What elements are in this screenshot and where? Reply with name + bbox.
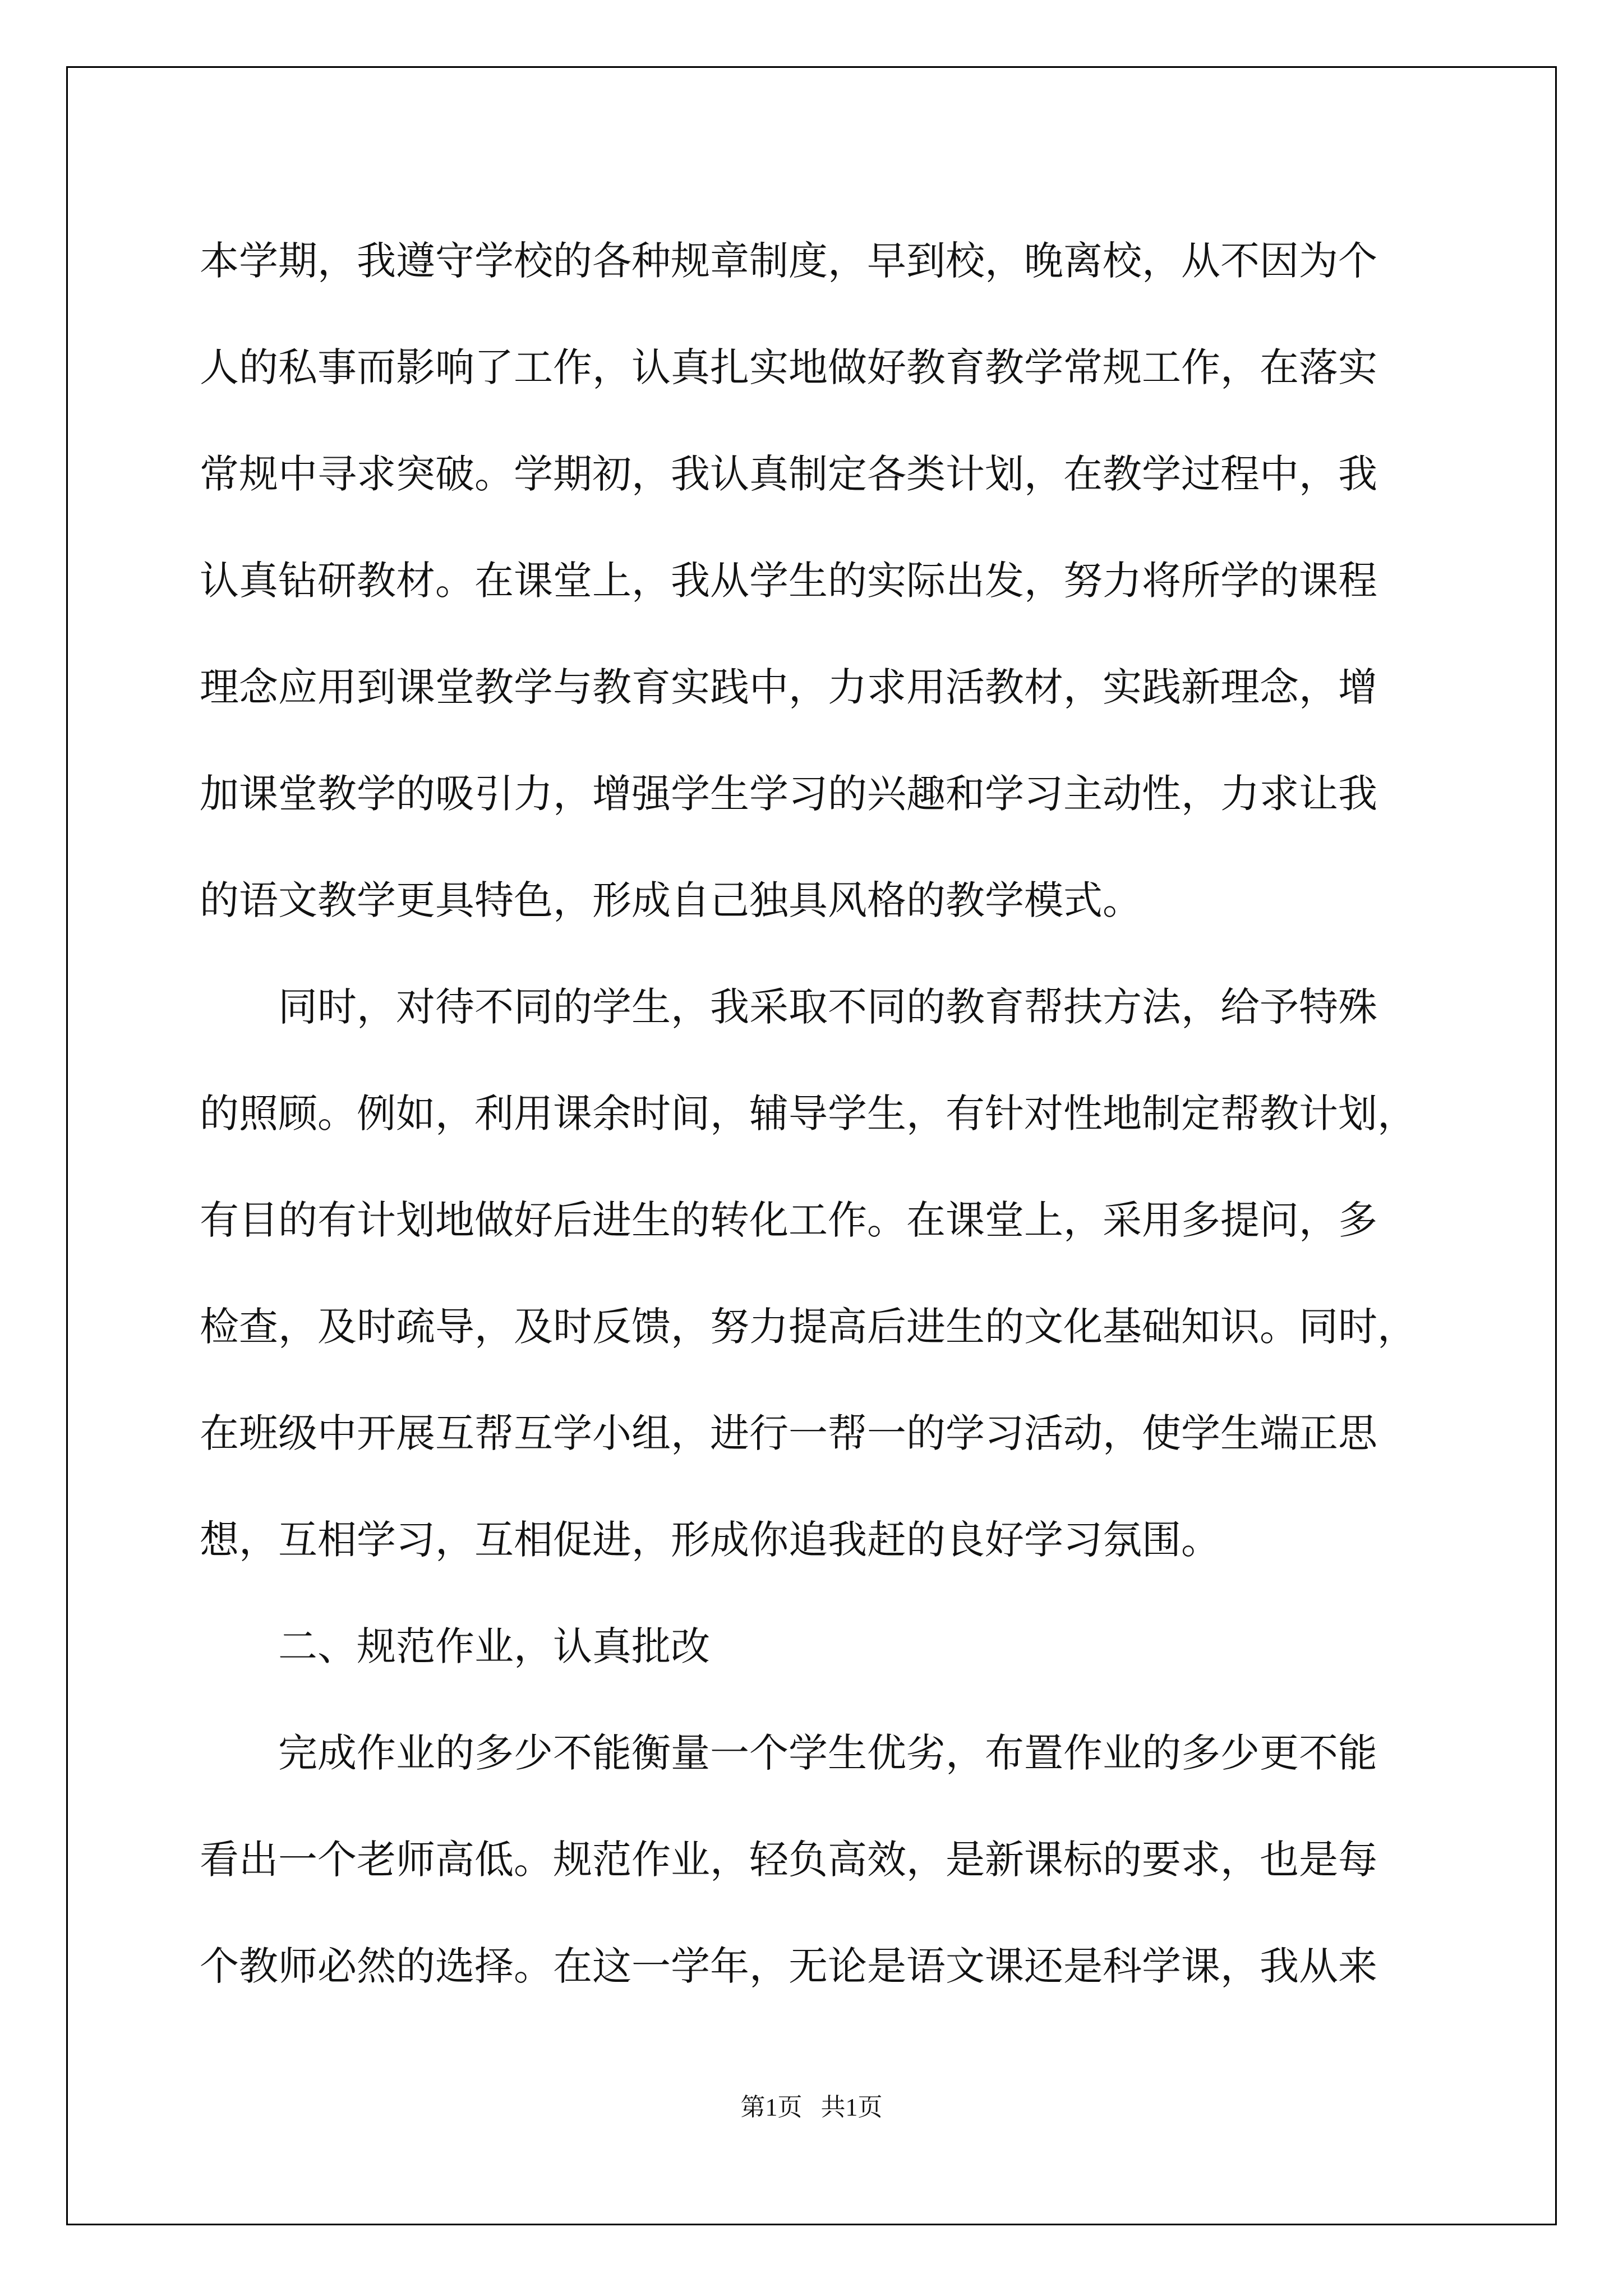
text-line: 想，互相学习，互相促进，形成你追我赶的良好学习氛围。 [200, 1517, 1220, 1563]
text-line: 的照顾。例如，利用课余时间，辅导学生，有针对性地制定帮教计划， [200, 1091, 1417, 1137]
section-heading: 二、规范作业，认真批改 [200, 1623, 710, 1669]
text-line: 有目的有计划地做好后进生的转化工作。在课堂上，采用多提问，多 [200, 1197, 1377, 1243]
text-line: 理念应用到课堂教学与教育实践中，力求用活教材，实践新理念，增 [200, 664, 1377, 710]
page-number-footer: 第1页 共1页 [740, 2093, 883, 2121]
text-line: 检查，及时疏导，及时反馈，努力提高后进生的文化基础知识。同时， [200, 1304, 1417, 1350]
text-line: 看出一个老师高低。规范作业，轻负高效，是新课标的要求，也是每 [200, 1837, 1377, 1883]
text-line: 个教师必然的选择。在这一学年，无论是语文课还是科学课，我从来 [200, 1943, 1377, 1989]
text-line: 认真钻研教材。在课堂上，我从学生的实际出发，努力将所学的课程 [200, 558, 1377, 604]
text-line: 的语文教学更具特色，形成自己独具风格的教学模式。 [200, 877, 1142, 923]
text-line: 常规中寻求突破。学期初，我认真制定各类计划，在教学过程中，我 [200, 451, 1377, 497]
text-line: 本学期，我遵守学校的各种规章制度，早到校，晚离校，从不因为个 [200, 238, 1377, 284]
text-line: 同时，对待不同的学生，我采取不同的教育帮扶方法，给予特殊 [200, 984, 1377, 1030]
text-line: 人的私事而影响了工作，认真扎实地做好教育教学常规工作，在落实 [200, 344, 1377, 390]
text-line: 完成作业的多少不能衡量一个学生优劣，布置作业的多少更不能 [200, 1730, 1377, 1776]
text-line: 加课堂教学的吸引力，增强学生学习的兴趣和学习主动性，力求让我 [200, 771, 1377, 817]
document-body [200, 208, 1433, 2019]
text-line: 在班级中开展互帮互学小组，进行一帮一的学习活动，使学生端正思 [200, 1410, 1377, 1456]
